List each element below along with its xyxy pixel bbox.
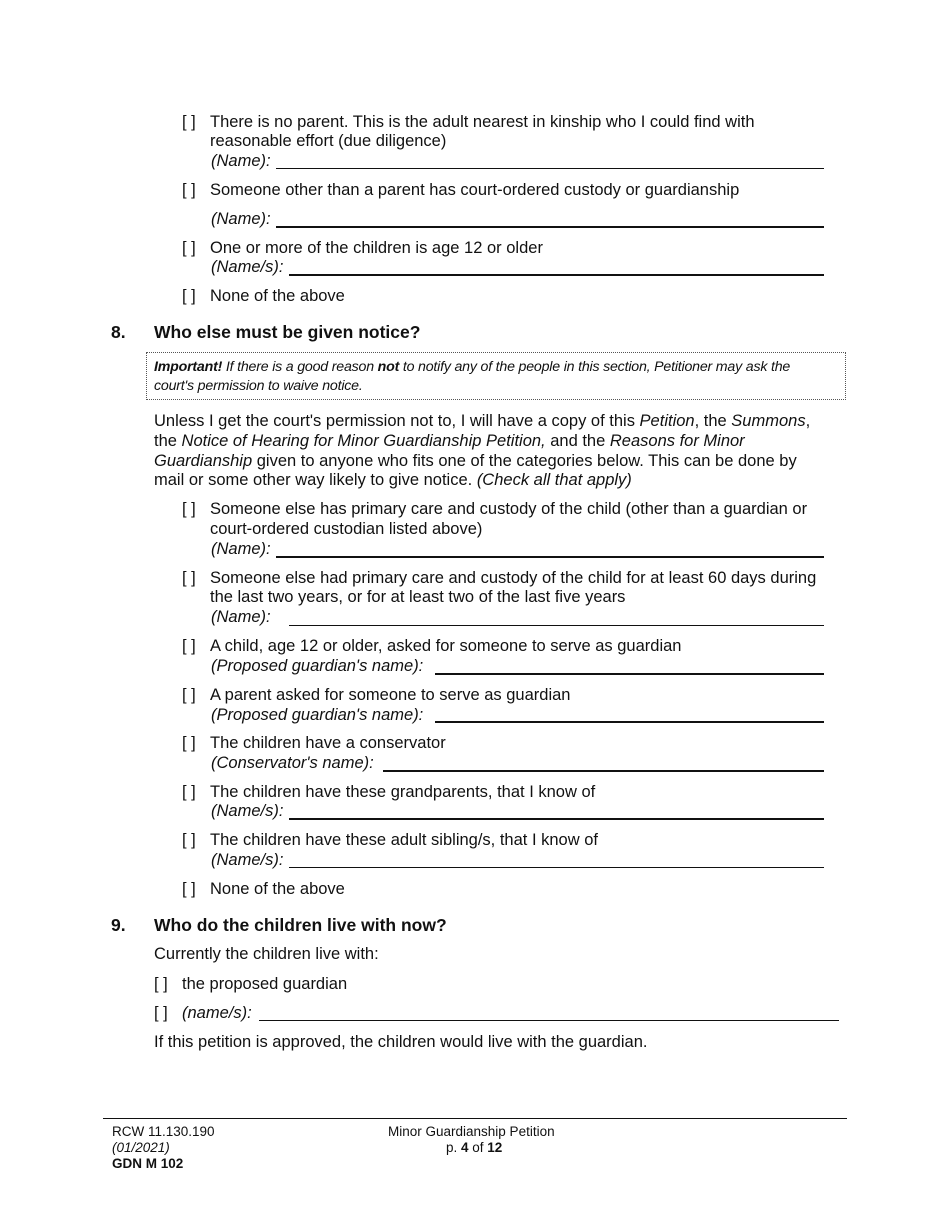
option-parent-asked-guardian-text: A parent asked for someone to serve as guardian — [210, 686, 571, 704]
instructions-line-1 — [154, 412, 810, 431]
name-field-label: (Name): — [211, 540, 271, 558]
option-primary-care-60-days-text-2: the last two years, or for at least two of the last five years — [210, 588, 626, 606]
checkbox-conservator[interactable]: [ ] — [182, 734, 196, 752]
section-9-closing: If this petition is approved, the children would live with the guardian. — [154, 1033, 648, 1051]
text-italic: Reasons for Minor — [609, 432, 745, 450]
name-input-line[interactable] — [276, 168, 824, 169]
important-text-a: If there is a good reason — [222, 359, 378, 375]
text: given to anyone who fits one of the categories below. This can be done by — [252, 452, 797, 470]
checkbox-primary-care-60-days[interactable]: [ ] — [182, 569, 196, 587]
footer-form-id: GDN M 102 — [112, 1156, 184, 1171]
instructions-line-4 — [154, 471, 632, 490]
name-field-label: (Name): — [211, 152, 271, 170]
section-8-number: 8. — [111, 322, 126, 342]
important-notice-line-2: court's permission to waive notice. — [154, 378, 363, 394]
text-italic: (Check all that apply) — [476, 471, 632, 489]
names-input-line[interactable] — [289, 867, 824, 868]
name-field-label: (Name): — [211, 210, 271, 228]
text-italic: Notice of Hearing for Minor Guardianship Petition, — [181, 432, 546, 450]
instructions-line-3 — [154, 452, 797, 471]
option-none-above-text: None of the above — [210, 880, 345, 898]
proposed-guardian-field-label: (Proposed guardian's name): — [211, 657, 424, 675]
option-conservator-text: The children have a conservator — [210, 734, 446, 752]
instructions-line-2 — [154, 432, 745, 451]
names-field-label: (Name/s): — [211, 851, 284, 869]
footer-rcw: RCW 11.130.190 — [112, 1124, 215, 1139]
section-9-intro: Currently the children live with: — [154, 945, 379, 963]
text: the — [154, 432, 182, 450]
option-grandparents-text: The children have these grandparents, that I know of — [210, 783, 596, 801]
name-input-line[interactable] — [276, 556, 824, 558]
name-field-label: (Name): — [211, 608, 271, 626]
checkbox-proposed-guardian[interactable]: [ ] — [154, 975, 168, 993]
important-not: not — [377, 359, 400, 375]
name-input-line[interactable] — [276, 226, 824, 228]
name-input-line[interactable] — [289, 625, 824, 626]
footer-doc-title: Minor Guardianship Petition — [388, 1124, 555, 1139]
option-no-parent-text-2: reasonable effort (due diligence) — [210, 132, 447, 150]
checkbox-court-ordered-custody[interactable]: [ ] — [182, 181, 196, 199]
checkbox-none-above-7[interactable]: [ ] — [182, 287, 196, 305]
text-italic: Guardianship — [154, 452, 253, 470]
checkbox-no-parent[interactable]: [ ] — [182, 113, 196, 131]
option-court-ordered-custody-text: Someone other than a parent has court-ordered custody or guardianship — [210, 181, 740, 199]
page-total: 12 — [487, 1140, 503, 1155]
footer-date: (01/2021) — [112, 1140, 170, 1155]
page-prefix: p. — [446, 1140, 462, 1155]
important-text-b: to notify any of the people in this section, Petitioner may ask the — [399, 359, 791, 375]
option-none-above-text: None of the above — [210, 287, 345, 305]
text: Unless I get the court's permission not to, I will have a copy of this — [154, 412, 640, 430]
names-field-label: (Name/s): — [211, 802, 284, 820]
names-input-line[interactable] — [289, 274, 824, 276]
proposed-guardian-input-line[interactable] — [435, 721, 824, 723]
proposed-guardian-field-label: (Proposed guardian's name): — [211, 706, 424, 724]
text: and the — [545, 432, 610, 450]
names-field-label: (name/s): — [182, 1004, 252, 1022]
names-input-line[interactable] — [289, 818, 824, 820]
text-italic: Petition — [639, 412, 695, 430]
text: , the — [694, 412, 732, 430]
option-child-asked-guardian-text: A child, age 12 or older, asked for someone to serve as guardian — [210, 637, 682, 655]
section-9-number: 9. — [111, 915, 126, 935]
section-8-title: Who else must be given notice? — [154, 322, 421, 342]
footer-page-number — [446, 1140, 502, 1156]
option-adult-siblings-text: The children have these adult sibling/s, that I know of — [210, 831, 598, 849]
page-num: 4 — [461, 1140, 469, 1155]
option-proposed-guardian-text: the proposed guardian — [182, 975, 348, 993]
footer-divider — [103, 1118, 847, 1119]
option-primary-care-text: Someone else has primary care and custody of the child (other than a guardian or — [210, 500, 808, 518]
proposed-guardian-input-line[interactable] — [435, 673, 824, 675]
text-italic: Summons — [731, 412, 806, 430]
checkbox-adult-siblings[interactable]: [ ] — [182, 831, 196, 849]
text: mail or some other way likely to give notice. — [154, 471, 477, 489]
checkbox-none-above-8[interactable]: [ ] — [182, 880, 196, 898]
checkbox-child-asked-guardian[interactable]: [ ] — [182, 637, 196, 655]
conservator-input-line[interactable] — [383, 770, 824, 772]
option-no-parent-text: There is no parent. This is the adult nearest in kinship who I could find with — [210, 113, 755, 131]
checkbox-primary-care[interactable]: [ ] — [182, 500, 196, 518]
checkbox-other-names[interactable]: [ ] — [154, 1004, 168, 1022]
option-child-12-or-older-text: One or more of the children is age 12 or older — [210, 239, 543, 257]
page-of: of — [468, 1140, 488, 1155]
option-primary-care-text-2: court-ordered custodian listed above) — [210, 520, 483, 538]
section-9-title: Who do the children live with now? — [154, 915, 447, 935]
option-primary-care-60-days-text: Someone else had primary care and custody of the child for at least 60 days during — [210, 569, 817, 587]
important-notice-line-1 — [154, 358, 790, 377]
conservator-field-label: (Conservator's name): — [211, 754, 374, 772]
checkbox-parent-asked-guardian[interactable]: [ ] — [182, 686, 196, 704]
checkbox-child-12-or-older[interactable]: [ ] — [182, 239, 196, 257]
names-input-line[interactable] — [259, 1020, 839, 1021]
names-field-label: (Name/s): — [211, 258, 284, 276]
checkbox-grandparents[interactable]: [ ] — [182, 783, 196, 801]
text: , — [805, 412, 811, 430]
important-label: Important! — [154, 359, 223, 375]
